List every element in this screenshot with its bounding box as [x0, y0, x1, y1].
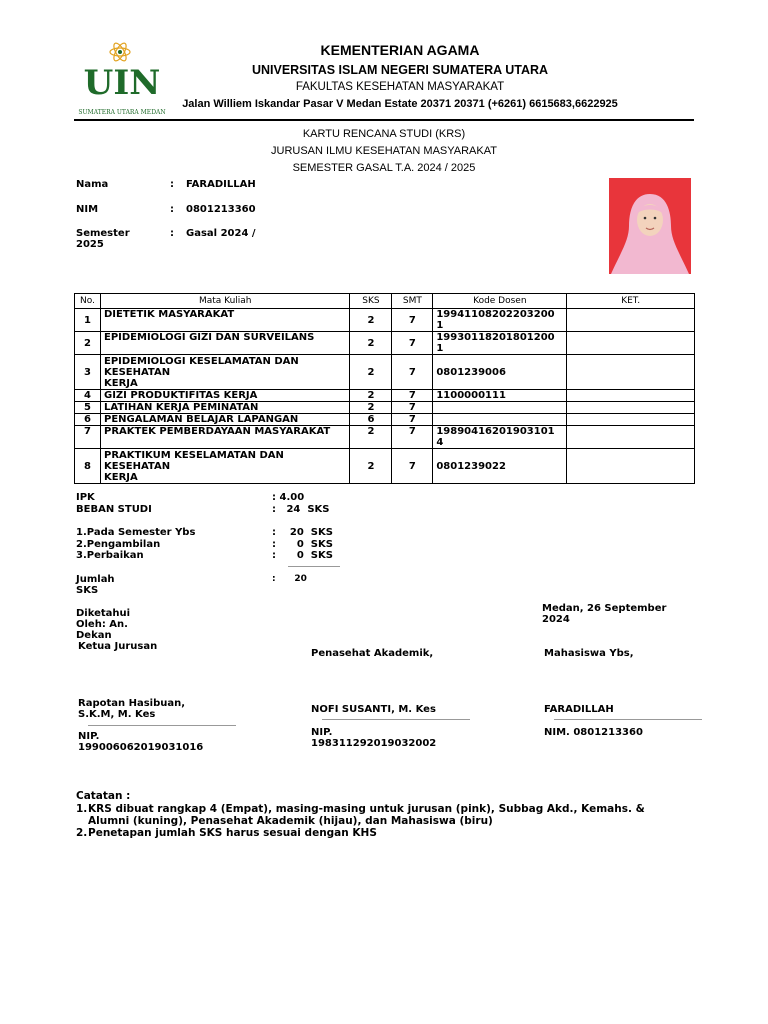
row-smt: 7 — [392, 390, 433, 402]
ipk-label: IPK — [76, 492, 95, 503]
head-of-department-name: Rapotan Hasibuan, — [78, 698, 186, 709]
semester-value: Gasal 2024 / — [186, 228, 256, 239]
semester-label-cont: 2025 — [76, 239, 104, 250]
study-load-label: BEBAN STUDI — [76, 504, 152, 515]
row-lecturer-code: 19941108202203200 1 — [433, 309, 567, 332]
col-header-notes: KET. — [567, 294, 695, 309]
retake-value: : 0 SKS — [272, 539, 333, 550]
student-signature-name: FARADILLAH — [544, 704, 614, 715]
semester-label: Semester — [76, 228, 130, 239]
table-row — [75, 355, 695, 390]
nim-label: NIM — [76, 204, 99, 215]
name-label: Nama — [76, 179, 109, 190]
university-name: UNIVERSITAS ISLAM NEGERI SUMATERA UTARA — [251, 63, 549, 77]
row-notes — [567, 414, 695, 426]
table-header-row — [75, 294, 695, 309]
row-notes — [567, 390, 695, 402]
acknowledged-label: Diketahui — [76, 608, 131, 619]
row-notes — [567, 426, 695, 449]
row-sks: 6 — [350, 414, 392, 426]
row-course: PRAKTEK PEMBERDAYAAN MASYARAKAT — [100, 426, 349, 449]
student-nim: 0801213360 — [186, 204, 256, 215]
note-2-number: 2. — [76, 827, 88, 839]
total-sks-value: : 20 — [272, 574, 307, 584]
row-no: 1 — [75, 309, 101, 332]
place-date: Medan, 26 September — [542, 603, 667, 614]
row-sks: 2 — [350, 390, 392, 402]
signature-line-advisor — [322, 719, 470, 720]
row-course: PRAKTIKUM KESELAMATAN DAN KESEHATAN KERJA — [100, 449, 349, 484]
doc-subtitle-department: JURUSAN ILMU KESEHATAN MASYARAKAT — [271, 145, 497, 157]
retake-label: 2.Pengambilan — [76, 539, 161, 550]
col-header-lecturer-code: Kode Dosen — [433, 294, 567, 309]
row-smt: 7 — [392, 402, 433, 414]
student-signature-nim: NIM. 0801213360 — [544, 727, 643, 738]
svg-text:SUMATERA UTARA MEDAN: SUMATERA UTARA MEDAN — [78, 109, 166, 116]
student-photo — [609, 178, 691, 274]
row-lecturer-code: 1100000111 — [433, 390, 567, 402]
row-notes — [567, 449, 695, 484]
current-semester-value: : 20 SKS — [272, 527, 333, 538]
academic-advisor-name: NOFI SUSANTI, M. Kes — [311, 704, 436, 715]
academic-advisor-title: Penasehat Akademik, — [311, 648, 434, 659]
table-row — [75, 414, 695, 426]
svg-text:UIN: UIN — [83, 63, 161, 103]
doc-subtitle-semester: SEMESTER GASAL T.A. 2024 / 2025 — [292, 162, 476, 174]
row-sks: 2 — [350, 355, 392, 390]
address: Jalan Williem Iskandar Pasar V Medan Estate 20371 20371 (+6261) 6615683,6622925 — [182, 98, 618, 110]
university-logo — [74, 42, 170, 118]
improvement-label: 3.Perbaikan — [76, 550, 144, 561]
row-sks: 2 — [350, 449, 392, 484]
current-semester-label: 1.Pada Semester Ybs — [76, 527, 196, 538]
table-row — [75, 402, 695, 414]
nim-colon: : — [170, 204, 174, 215]
student-signature-title: Mahasiswa Ybs, — [544, 648, 634, 659]
col-header-smt: SMT — [392, 294, 433, 309]
row-no: 4 — [75, 390, 101, 402]
head-of-department-label: Ketua Jurusan — [78, 641, 158, 652]
advisor-nip: 198311292019032002 — [311, 738, 437, 749]
notes-title: Catatan : — [76, 790, 131, 802]
table-row — [75, 332, 695, 355]
row-lecturer-code: 0801239006 — [433, 355, 567, 390]
total-sks-label-cont: SKS — [76, 585, 99, 596]
note-1-cont: Alumni (kuning), Penasehat Akademik (hijau), dan Mahasiswa (biru) — [88, 815, 493, 827]
dean-label: Dekan — [76, 630, 112, 641]
row-lecturer-code: 0801239022 — [433, 449, 567, 484]
on-behalf-label: Oleh: An. — [76, 619, 128, 630]
row-course: GIZI PRODUKTIFITAS KERJA — [100, 390, 349, 402]
row-course: EPIDEMIOLOGI KESELAMATAN DAN KESEHATAN KERJA — [100, 355, 349, 390]
ministry-name: KEMENTERIAN AGAMA — [320, 42, 480, 58]
row-lecturer-code — [433, 414, 567, 426]
row-notes — [567, 332, 695, 355]
col-header-no: No. — [75, 294, 101, 309]
row-sks: 2 — [350, 332, 392, 355]
row-no: 5 — [75, 402, 101, 414]
col-header-course: Mata Kuliah — [100, 294, 349, 309]
head-nip: 199006062019031016 — [78, 742, 204, 753]
row-smt: 7 — [392, 414, 433, 426]
row-no: 3 — [75, 355, 101, 390]
study-load-value: : 24 SKS — [272, 504, 330, 515]
sum-divider — [288, 566, 340, 567]
improvement-value: : 0 SKS — [272, 550, 333, 561]
row-no: 7 — [75, 426, 101, 449]
row-sks: 2 — [350, 402, 392, 414]
table-row — [75, 309, 695, 332]
row-smt: 7 — [392, 426, 433, 449]
row-notes — [567, 402, 695, 414]
row-course: LATIHAN KERJA PEMINATAN — [100, 402, 349, 414]
student-name: FARADILLAH — [186, 179, 256, 190]
row-course: PENGALAMAN BELAJAR LAPANGAN — [100, 414, 349, 426]
row-course: DIETETIK MASYARAKAT — [100, 309, 349, 332]
note-1-number: 1. — [76, 803, 88, 815]
signature-line-student — [554, 719, 702, 720]
row-smt: 7 — [392, 355, 433, 390]
row-no: 8 — [75, 449, 101, 484]
row-lecturer-code — [433, 402, 567, 414]
doc-title: KARTU RENCANA STUDI (KRS) — [302, 128, 466, 140]
semester-colon: : — [170, 228, 174, 239]
faculty-name: FAKULTAS KESEHATAN MASYARAKAT — [295, 81, 505, 93]
place-date-year: 2024 — [542, 614, 570, 625]
head-of-department-degree: S.K.M, M. Kes — [78, 709, 156, 720]
row-smt: 7 — [392, 309, 433, 332]
course-table — [74, 293, 695, 484]
row-notes — [567, 355, 695, 390]
row-course: EPIDEMIOLOGI GIZI DAN SURVEILANS — [100, 332, 349, 355]
name-colon: : — [170, 179, 174, 190]
signature-line-head — [88, 725, 236, 726]
row-sks: 2 — [350, 309, 392, 332]
row-no: 2 — [75, 332, 101, 355]
row-lecturer-code: 19930118201801200 1 — [433, 332, 567, 355]
row-sks: 2 — [350, 426, 392, 449]
advisor-nip-label: NIP. — [311, 727, 333, 738]
ipk-value: : 4.00 — [272, 492, 305, 503]
note-1: KRS dibuat rangkap 4 (Empat), masing-masing untuk jurusan (pink), Subbag Akd., Kemahs. & — [88, 803, 645, 815]
row-smt: 7 — [392, 449, 433, 484]
row-smt: 7 — [392, 332, 433, 355]
table-row — [75, 426, 695, 449]
row-notes — [567, 309, 695, 332]
table-row — [75, 390, 695, 402]
note-2: Penetapan jumlah SKS harus sesuai dengan KHS — [88, 827, 377, 839]
row-lecturer-code: 19890416201903101 4 — [433, 426, 567, 449]
head-nip-label: NIP. — [78, 731, 100, 742]
col-header-sks: SKS — [350, 294, 392, 309]
total-sks-label: Jumlah — [76, 574, 115, 585]
header-divider — [74, 119, 694, 121]
table-row — [75, 449, 695, 484]
row-no: 6 — [75, 414, 101, 426]
